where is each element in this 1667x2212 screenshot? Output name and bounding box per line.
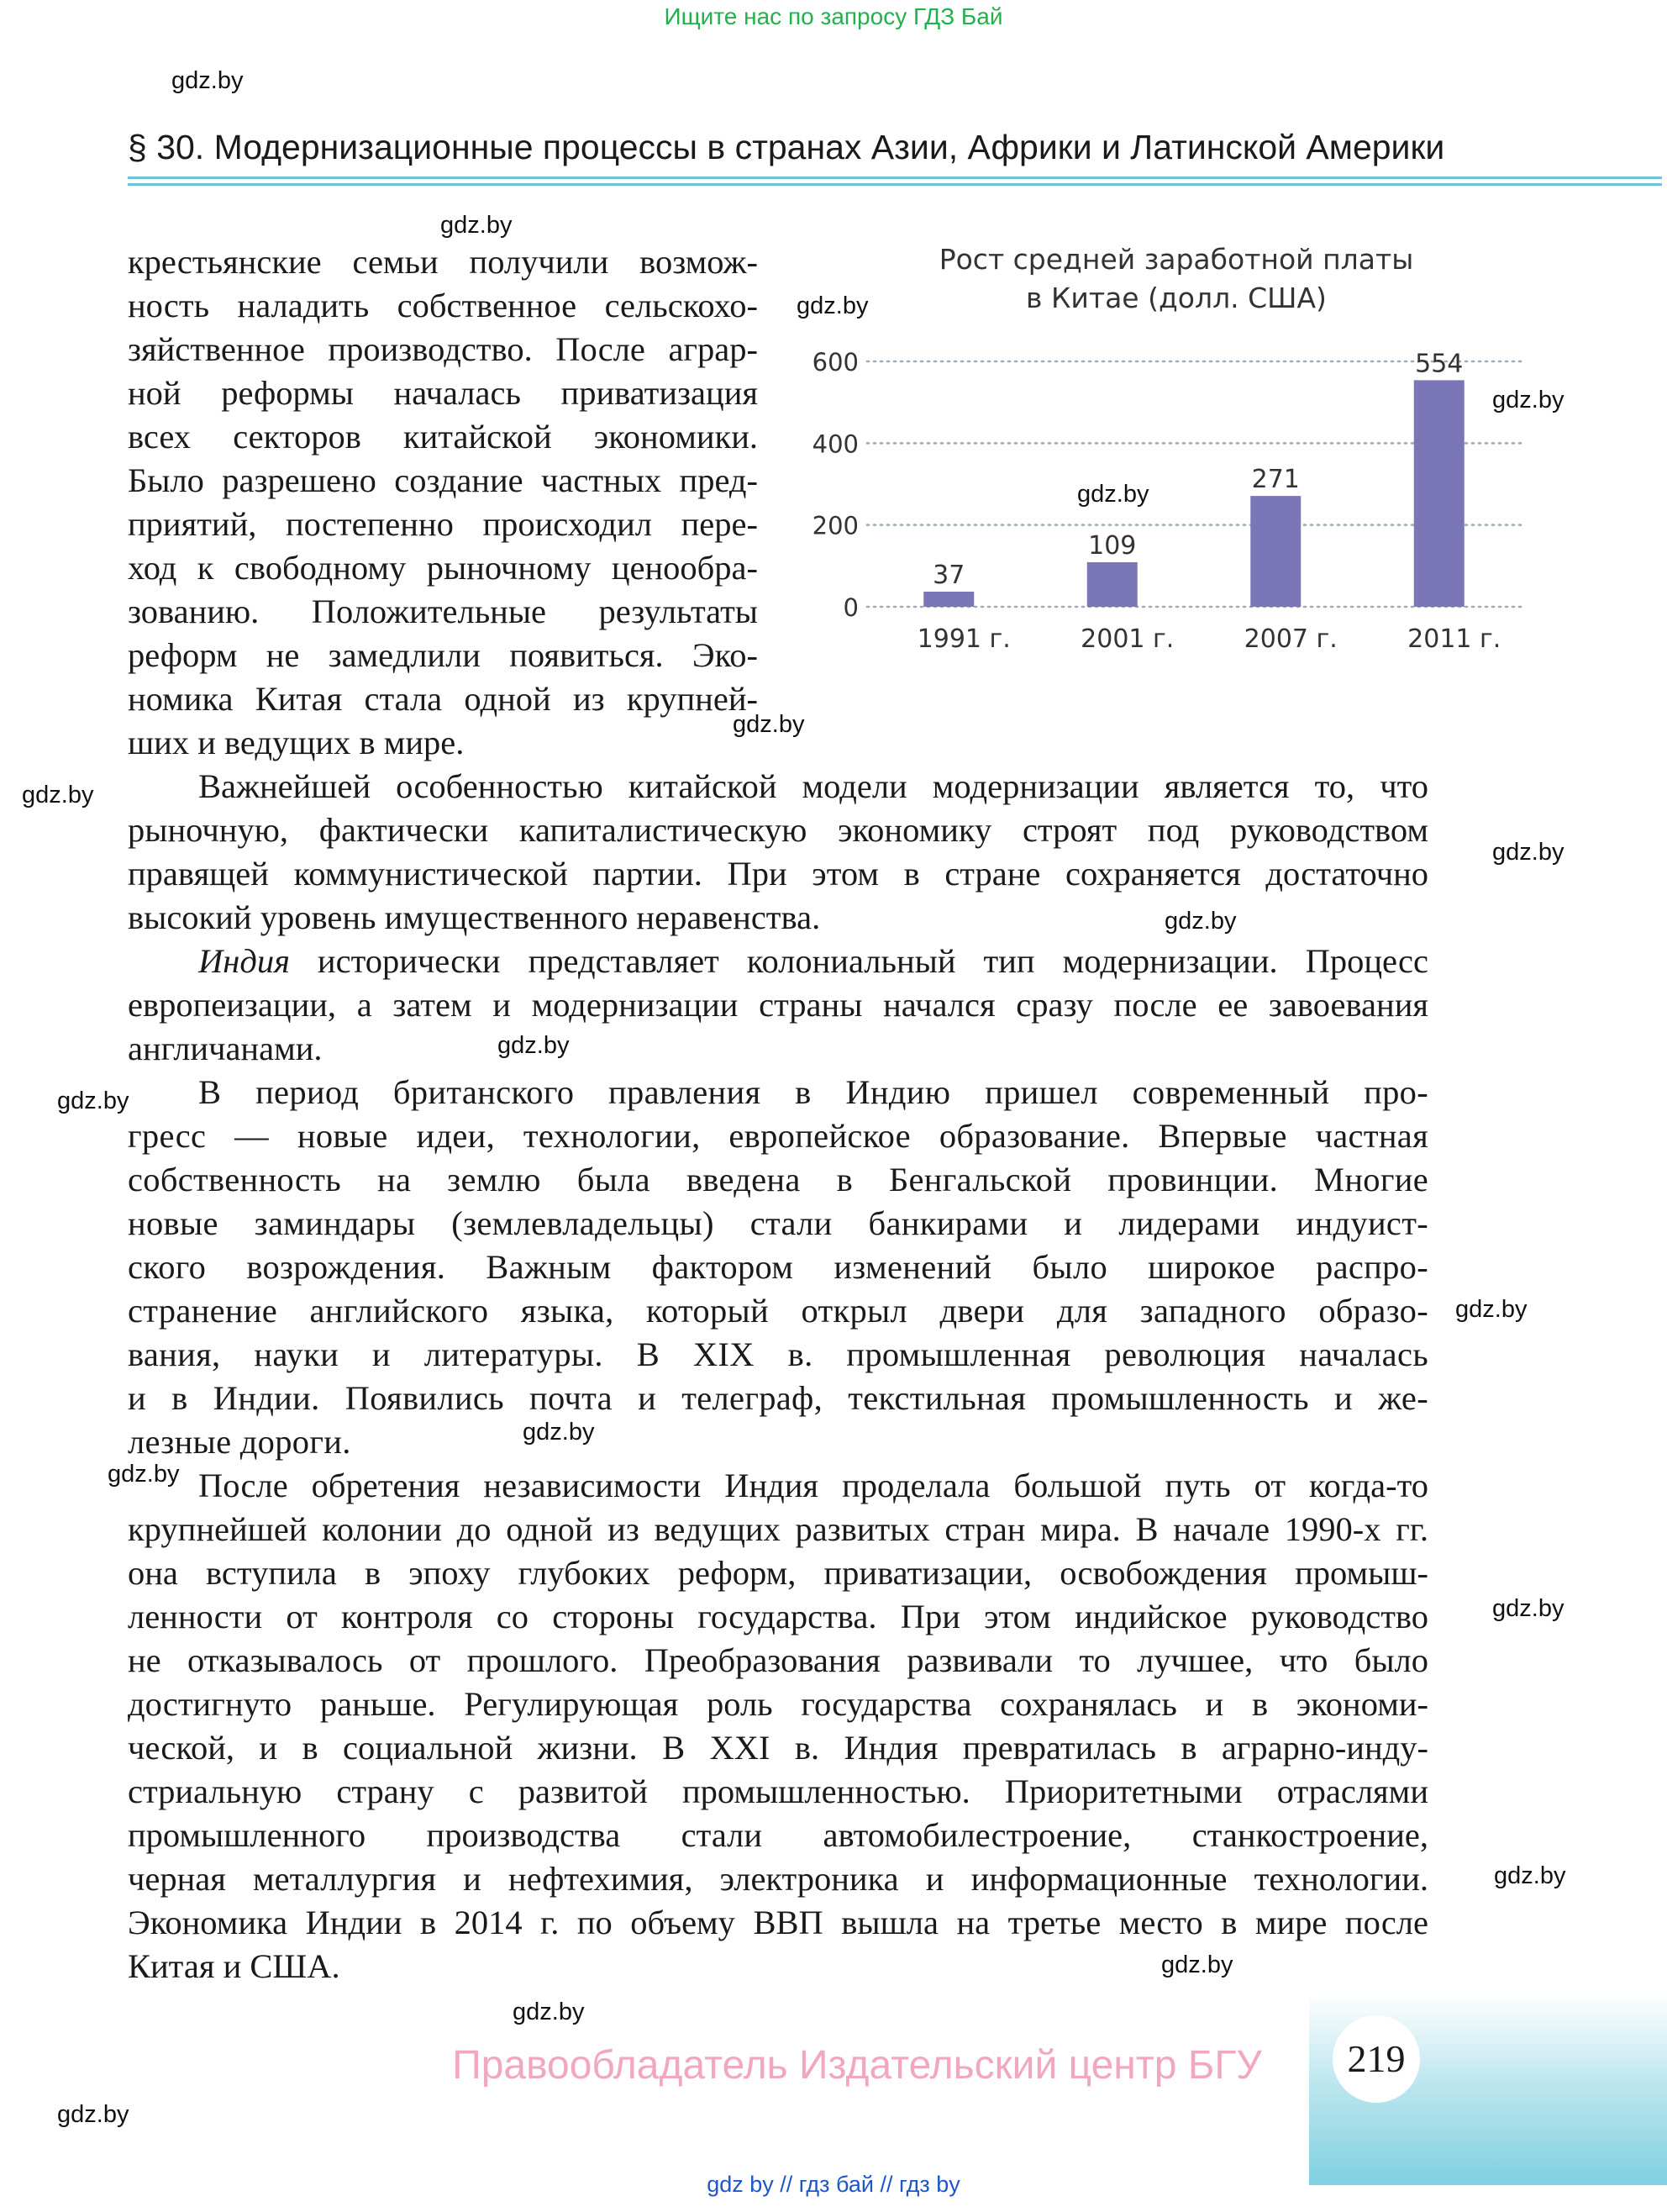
text-line: ческой, и в социальной жизни. В XXI в. Индия превратилась в аграрно-инду- — [128, 1729, 1428, 1767]
text-line: зованию. Положительные результаты — [128, 592, 758, 630]
text-line: вания, науки и литературы. В XIX в. промышленная революция началась — [128, 1335, 1428, 1373]
watermark: gdz.by — [1494, 1862, 1566, 1889]
text-line: реформ не замедлили появиться. Эко- — [128, 636, 758, 674]
chart-title-line: Рост средней заработной платы — [939, 243, 1414, 276]
y-tick-label: 200 — [812, 511, 859, 540]
x-tick-label: 1991 г. — [917, 624, 1011, 654]
watermark: gdz.by — [1492, 387, 1564, 413]
text-line: стриальную страну с развитой промышленностью. Приоритетными отраслями — [128, 1772, 1428, 1810]
text-line: Китая и США. — [128, 1947, 340, 1985]
bar — [923, 592, 974, 607]
paragraph-china-reform — [128, 240, 758, 765]
watermark: gdz.by — [1455, 1296, 1528, 1323]
watermark: gdz.by — [22, 782, 94, 808]
bottom-links[interactable]: gdz by // гдз бай // гдз by — [707, 2172, 960, 2197]
text-line: европеизации, а затем и модернизации страны начался сразу после ее завоевания — [128, 986, 1428, 1024]
text-line: крестьянские семьи получили возмож- — [128, 243, 758, 281]
watermark: gdz.by — [733, 711, 805, 738]
watermark: gdz.by — [1077, 481, 1149, 508]
watermark: gdz.by — [108, 1461, 180, 1488]
text-line: После обретения независимости Индия проделала большой путь от когда-то — [198, 1467, 1428, 1504]
text-line: не отказывалось от прошлого. Преобразования развивали то лучшее, что было — [128, 1641, 1428, 1679]
paragraph-india-independence — [128, 1464, 1428, 1988]
bar — [1414, 380, 1465, 607]
text-line: черная металлургия и нефтехимия, электроника и информационные технологии. — [128, 1860, 1428, 1898]
bar — [1087, 562, 1138, 607]
wage-bar-chart — [790, 328, 1546, 672]
search-banner: Ищите нас по запросу ГДЗ Бай — [664, 3, 1003, 29]
text-line: приятий, постепенно происходил пере- — [128, 505, 758, 543]
paragraph-china-model — [128, 765, 1428, 940]
y-tick-label: 600 — [812, 348, 859, 377]
watermark: gdz.by — [440, 212, 513, 239]
text-line: она вступила в эпоху глубоких реформ, приватизации, освобождения промыш- — [128, 1554, 1428, 1592]
text-line: зяйственное производство. После аграр- — [128, 330, 758, 368]
watermark: gdz.by — [171, 67, 244, 94]
text-line: Экономика Индии в 2014 г. по объему ВВП вышла на третье место в мире после — [128, 1904, 1428, 1941]
text-line: промышленного производства стали автомобилестроение, станкостроение, — [128, 1816, 1428, 1854]
text-line — [128, 940, 1428, 983]
text-line: номика Китая стала одной из крупней- — [128, 680, 758, 718]
text-fragment: исторически представляет колониальный тип модернизации. Процесс — [289, 942, 1428, 980]
chart-title-line: в Китае (долл. США) — [1026, 282, 1327, 314]
section-heading: § 30. Модернизационные процессы в странах Азии, Африки и Латинской Америки — [128, 128, 1445, 166]
bar-value-label: 271 — [1251, 465, 1300, 495]
text-line: В период британского правления в Индию пришел современный про- — [198, 1073, 1428, 1111]
watermark: gdz.by — [57, 1088, 129, 1114]
y-tick-label: 400 — [812, 429, 859, 459]
text-line: новые заминдары (землевладельцы) стали банкирами и лидерами индуист- — [128, 1204, 1428, 1242]
paragraph-british-rule — [128, 1071, 1428, 1464]
text-line: крупнейшей колонии до одной из ведущих развитых стран мира. В начале 1990-х гг. — [128, 1510, 1428, 1548]
italic-term: Индия — [198, 942, 290, 980]
watermark: gdz.by — [523, 1419, 595, 1446]
text-line: ной реформы началась приватизация — [128, 374, 758, 412]
text-line: лезные дороги. — [128, 1423, 351, 1461]
watermark: gdz.by — [1161, 1951, 1233, 1978]
text-line: ность наладить собственное сельскохо- — [128, 287, 758, 324]
text-line: ход к свободному рыночному ценообра- — [128, 549, 758, 587]
bar — [1250, 496, 1301, 607]
text-line: ского возрождения. Важным фактором изменений было широкое распро- — [128, 1248, 1428, 1286]
watermark: gdz.by — [797, 292, 869, 319]
text-line: правящей коммунистической партии. При этом в стране сохраняется достаточно — [128, 855, 1428, 893]
watermark: gdz.by — [1165, 908, 1237, 935]
bar-value-label: 554 — [1415, 349, 1464, 379]
watermark: gdz.by — [497, 1032, 570, 1059]
paragraph-india-intro — [128, 940, 1428, 1071]
text-line: англичанами. — [128, 1030, 323, 1067]
text-line: Важнейшей особенностью китайской модели модернизации является то, что — [198, 767, 1428, 805]
bar-value-label: 109 — [1088, 530, 1137, 561]
x-tick-label: 2011 г. — [1407, 624, 1501, 654]
text-line: Было разрешено создание частных пред- — [128, 461, 758, 499]
x-tick-label: 2007 г. — [1244, 624, 1338, 654]
page-number: 219 — [1333, 2015, 1420, 2103]
text-line: высокий уровень имущественного неравенства. — [128, 898, 821, 936]
watermark: gdz.by — [513, 1999, 585, 2025]
text-line: ленности от контроля со стороны государства. При этом индийское руководство — [128, 1598, 1428, 1635]
text-line: собственность на землю была введена в Бенгальской провинции. Многие — [128, 1161, 1428, 1198]
text-line: странение английского языка, который открыл двери для западного образо- — [128, 1292, 1428, 1330]
watermark: gdz.by — [57, 2101, 129, 2128]
chart-title — [882, 240, 1470, 318]
text-line: ших и ведущих в мире. — [128, 724, 465, 761]
text-line: гресс — новые идеи, технологии, европейское образование. Впервые частная — [128, 1117, 1428, 1155]
text-line: всех секторов китайской экономики. — [128, 418, 758, 456]
copyright-notice: Правообладатель Издательский центр БГУ — [452, 2043, 1262, 2088]
text-line: рыночную, фактически капиталистическую экономику строят под руководством — [128, 811, 1428, 849]
bar-value-label: 37 — [933, 560, 965, 590]
watermark: gdz.by — [1492, 1595, 1564, 1622]
heading-rule — [128, 183, 1662, 186]
y-tick-label: 0 — [843, 593, 859, 622]
heading-rule — [128, 176, 1662, 179]
x-tick-label: 2001 г. — [1081, 624, 1175, 654]
text-line: достигнуто раньше. Регулирующая роль государства сохранялась и в экономи- — [128, 1685, 1428, 1723]
text-line: и в Индии. Появились почта и телеграф, текстильная промышленность и же- — [128, 1379, 1428, 1417]
watermark: gdz.by — [1492, 839, 1564, 866]
